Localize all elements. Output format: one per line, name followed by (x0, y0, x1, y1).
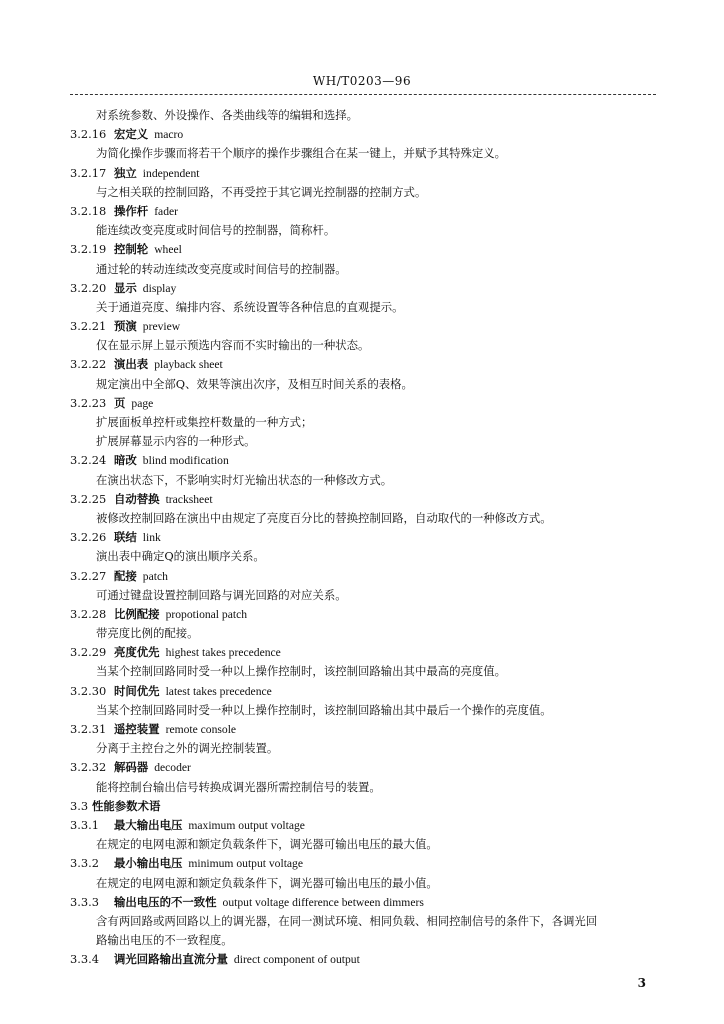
clause-number: 3.2.16 (70, 127, 107, 142)
definition-line: 当某个控制回路同时受一种以上操作控制时，该控制回路输出其中最后一个操作的亮度值。 (96, 702, 552, 717)
definition-line: 路输出电压的不一致程度。 (96, 933, 233, 948)
clause-number: 3.2.21 (70, 319, 107, 334)
term-chinese: 比例配接 (114, 606, 160, 621)
definition-line: 被修改控制回路在演出中由规定了亮度百分比的替换控制回路，自动取代的一种修改方式。 (96, 510, 552, 525)
clause-number: 3.3.1 (70, 817, 99, 832)
clause-number: 3.2.26 (70, 530, 107, 545)
term-heading (70, 202, 660, 221)
clause-number: 3.2.31 (70, 722, 107, 736)
definition-line: 仅在显示屏上显示预选内容而不实时输出的一种状态。 (96, 338, 370, 353)
clause-number: 3.3.2 (70, 856, 99, 871)
definition-line: 可通过键盘设置控制回路与调光回路的对应关系。 (96, 587, 347, 602)
term-heading (70, 164, 660, 183)
term-heading (70, 317, 660, 336)
term-english: patch (142, 569, 168, 583)
definition-line: 在规定的电网电源和额定负载条件下，调光器可输出电压的最大值。 (96, 837, 438, 852)
definition-line: 在规定的电网电源和额定负载条件下，调光器可输出电压的最小值。 (96, 875, 438, 890)
term-chinese: 最大输出电压 (114, 817, 183, 832)
clause-number: 3.2.23 (70, 395, 107, 410)
term-heading (70, 279, 660, 298)
term-heading (70, 720, 660, 739)
term-heading (70, 567, 660, 586)
page-number: 3 (637, 976, 646, 990)
definition-line: 在演出状态下，不影响实时灯光输出状态的一种修改方式。 (96, 472, 393, 487)
clause-number: 3.2.25 (70, 491, 107, 506)
definition-line: 带亮度比例的配接。 (96, 626, 199, 641)
definition-line: 规定演出中全部Q、效果等演出次序，及相互时间关系的表格。 (96, 376, 413, 391)
term-heading (70, 816, 660, 835)
term-heading (70, 643, 660, 662)
term-english: decoder (154, 761, 191, 775)
term-english: minimum output voltage (188, 857, 304, 871)
term-english: link (142, 531, 161, 545)
term-chinese: 演出表 (114, 357, 149, 372)
term-english: independent (142, 166, 200, 180)
term-chinese: 独立 (114, 165, 137, 180)
running-header: WH/T0203—96 (312, 74, 412, 88)
term-english: latest takes precedence (165, 684, 272, 698)
term-english: blind modification (142, 454, 229, 468)
section-heading (70, 797, 660, 816)
term-english: direct component of output (233, 953, 360, 967)
term-heading (70, 950, 660, 969)
definition-line: 分离于主控台之外的调光控制装置。 (96, 741, 279, 756)
clause-number: 3.2.19 (70, 242, 107, 257)
document-body (70, 106, 660, 969)
definition-line: 关于通道亮度、编排内容、系统设置等各种信息的直观提示。 (96, 299, 404, 314)
header-rule (70, 94, 656, 95)
term-english: preview (142, 320, 181, 334)
term-chinese: 预演 (114, 319, 137, 334)
term-chinese: 联结 (114, 530, 137, 545)
clause-number: 3.2.27 (70, 568, 107, 583)
definition-line: 当某个控制回路同时受一种以上操作控制时，该控制回路输出其中最高的亮度值。 (96, 664, 507, 679)
term-chinese: 控制轮 (114, 242, 149, 257)
clause-number: 3.2.29 (70, 645, 107, 660)
term-english: wheel (154, 243, 182, 257)
term-chinese: 暗改 (114, 453, 137, 468)
term-chinese: 操作杆 (114, 203, 149, 218)
term-heading (70, 893, 660, 912)
term-heading (70, 528, 660, 547)
term-chinese: 配接 (114, 568, 137, 583)
definition-line: 能连续改变亮度或时间信号的控制器，简称杆。 (96, 223, 336, 238)
term-english: macro (154, 128, 184, 142)
term-heading (70, 355, 660, 374)
clause-number: 3.2.18 (70, 203, 107, 218)
definition-line: 演出表中确定Q的演出顺序关系。 (96, 549, 265, 564)
term-heading (70, 125, 660, 144)
term-chinese: 亮度优先 (114, 645, 160, 660)
term-heading (70, 854, 660, 873)
term-chinese: 宏定义 (114, 127, 149, 142)
term-chinese: 输出电压的不一致性 (114, 894, 217, 909)
section-title: 性能参数术语 (92, 798, 161, 813)
definition-line: 通过轮的转动连续改变亮度或时间信号的控制器。 (96, 261, 347, 276)
definition-line: 扩展面板单控杆或集控杆数量的一种方式； (96, 415, 313, 429)
term-english: tracksheet (165, 492, 213, 506)
definition-line: 含有两回路或两回路以上的调光器，在同一测试环境、相同负载、相同控制信号的条件下，各调光回 (96, 913, 598, 928)
clause-number: 3.3 (70, 798, 89, 813)
definition-line: 扩展屏幕显示内容的一种形式。 (96, 434, 256, 449)
term-chinese: 显示 (114, 280, 137, 295)
term-english: page (131, 396, 154, 410)
definition-line: 与之相关联的控制回路，不再受控于其它调光控制器的控制方式。 (96, 184, 427, 199)
term-heading (70, 605, 660, 624)
term-english: display (142, 281, 177, 295)
clause-number: 3.2.20 (70, 280, 107, 295)
term-chinese: 自动替换 (114, 491, 160, 506)
clause-number: 3.2.30 (70, 683, 107, 698)
definition-line: 能将控制台输出信号转换成调光器所需控制信号的装置。 (96, 779, 381, 794)
term-heading (70, 682, 660, 701)
term-heading (70, 240, 660, 259)
term-chinese: 解码器 (114, 760, 149, 775)
term-english: maximum output voltage (188, 818, 305, 832)
term-english: output voltage difference between dimmers (222, 895, 424, 909)
term-chinese: 页 (114, 395, 126, 410)
clause-number: 3.3.4 (70, 952, 99, 967)
term-english: playback sheet (154, 358, 223, 372)
definition-line: 为简化操作步骤而将若干个顺序的操作步骤组合在某一键上，并赋予其特殊定义。 (96, 146, 507, 161)
clause-number: 3.3.3 (70, 894, 99, 909)
term-chinese: 调光回路输出直流分量 (114, 952, 228, 967)
term-chinese: 遥控装置 (114, 722, 160, 736)
term-english: fader (154, 204, 178, 218)
clause-number: 3.2.24 (70, 453, 107, 468)
term-heading (70, 490, 660, 509)
term-heading (70, 758, 660, 777)
term-english: remote console (165, 723, 237, 736)
definition-line: 对系统参数、外设操作、各类曲线等的编辑和选择。 (96, 108, 358, 122)
term-heading (70, 451, 660, 470)
term-heading (70, 394, 660, 413)
clause-number: 3.2.32 (70, 760, 107, 775)
clause-number: 3.2.28 (70, 606, 107, 621)
term-chinese: 时间优先 (114, 683, 160, 698)
term-english: highest takes precedence (165, 646, 281, 660)
clause-number: 3.2.22 (70, 357, 107, 372)
term-english: propotional patch (165, 607, 248, 621)
term-chinese: 最小输出电压 (114, 856, 183, 871)
clause-number: 3.2.17 (70, 165, 107, 180)
